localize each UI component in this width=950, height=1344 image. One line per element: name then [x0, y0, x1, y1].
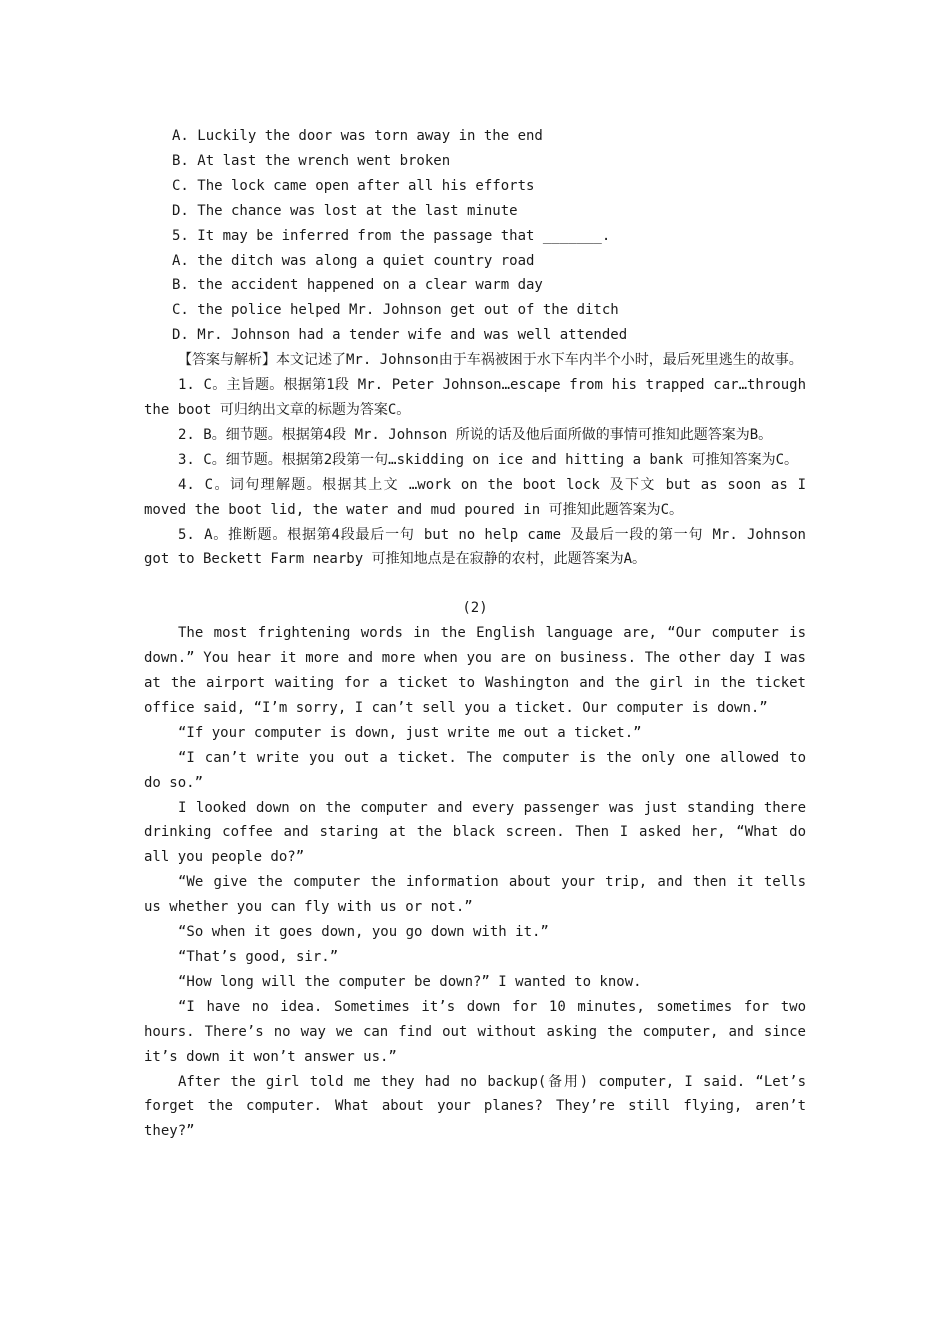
analysis-item-4: 4. C。词句理解题。根据其上文 …work on the boot lock 及下文 but as soon as I moved the boot lid, the water and mud poured in 可推知此题答案为C。 [144, 476, 806, 518]
analysis-item-1: 1. C。主旨题。根据第1段 Mr. Peter Johnson…escape from his trapped car…through the boot 可归纳出文章的标题为答案C。 [144, 377, 806, 418]
option-4a: A. Luckily the door was torn away in the end [172, 128, 543, 144]
analysis-item-2: 2. B。细节题。根据第4段 Mr. Johnson 所说的话及他后面所做的事情可推知此题答案为B。 [178, 426, 773, 443]
question-5-stem: 5. It may be inferred from the passage that _______. [172, 227, 611, 244]
option-4c: C. The lock came open after all his efforts [172, 177, 535, 194]
passage-paragraph: I looked down on the computer and every passenger was just standing there drinking coffee and staring at the black screen. Then I asked her, “What do all you people do?” [144, 799, 806, 866]
passage-paragraph: “That’s good, sir.” [178, 949, 339, 965]
passage-paragraph: “If your computer is down, just write me out a ticket.” [178, 724, 642, 741]
passage-paragraph: “I can’t write you out a ticket. The computer is the only one allowed to do so.” [144, 749, 806, 791]
analysis-item-3: 3. C。细节题。根据第2段第一句…skidding on ice and hitting a bank 可推知答案为C。 [178, 451, 799, 468]
passage-paragraph: “We give the computer the information about your trip, and then it tells us whether you can fly with us or not.” [144, 874, 806, 916]
passage-paragraph: After the girl told me they had no backup(备用) computer, I said. “Let’s forget the computer. What about your planes? They’re still flying, aren’t they?” [144, 1073, 806, 1140]
analysis-item-5: 5. A。推断题。根据第4段最后一句 but no help came 及最后一段的第一句 Mr. Johnson got to Beckett Farm nearby 可推知地点是在寂静的农村，此题答案为A。 [144, 526, 806, 568]
option-5c: C. the police helped Mr. Johnson get out of the ditch [172, 302, 619, 319]
option-5a: A. the ditch was along a quiet country road [172, 252, 535, 269]
passage-2-heading: (2) [462, 600, 488, 617]
option-4d: D. The chance was lost at the last minute [172, 202, 518, 219]
passage-paragraph: “So when it goes down, you go down with it.” [178, 924, 549, 941]
option-4b: B. At last the wrench went broken [172, 152, 451, 169]
passage-paragraph: “I have no idea. Sometimes it’s down for 10 minutes, sometimes for two hours. There’s no way we can find out without asking the computer, and since it’s down it won’t answer us.” [144, 998, 806, 1065]
option-5d: D. Mr. Johnson had a tender wife and was well attended [172, 327, 628, 344]
option-5b: B. the accident happened on a clear warm day [172, 277, 543, 294]
passage-paragraph: The most frightening words in the English language are, “Our computer is down.” You hear it more and more when you are on business. The other day I was at the airport waiting for a ticket to Washington and the girl in the ticket office said, “I’m sorry, I can’t sell you a ticket. Our computer is down.” [144, 625, 806, 716]
analysis-intro: 【答案与解析】本文记述了Mr. Johnson由于车祸被困于水下车内半个小时，最后死里逃生的故事。 [178, 352, 803, 369]
document-page [144, 124, 806, 1144]
passage-paragraph: “How long will the computer be down?” I wanted to know. [178, 973, 642, 990]
